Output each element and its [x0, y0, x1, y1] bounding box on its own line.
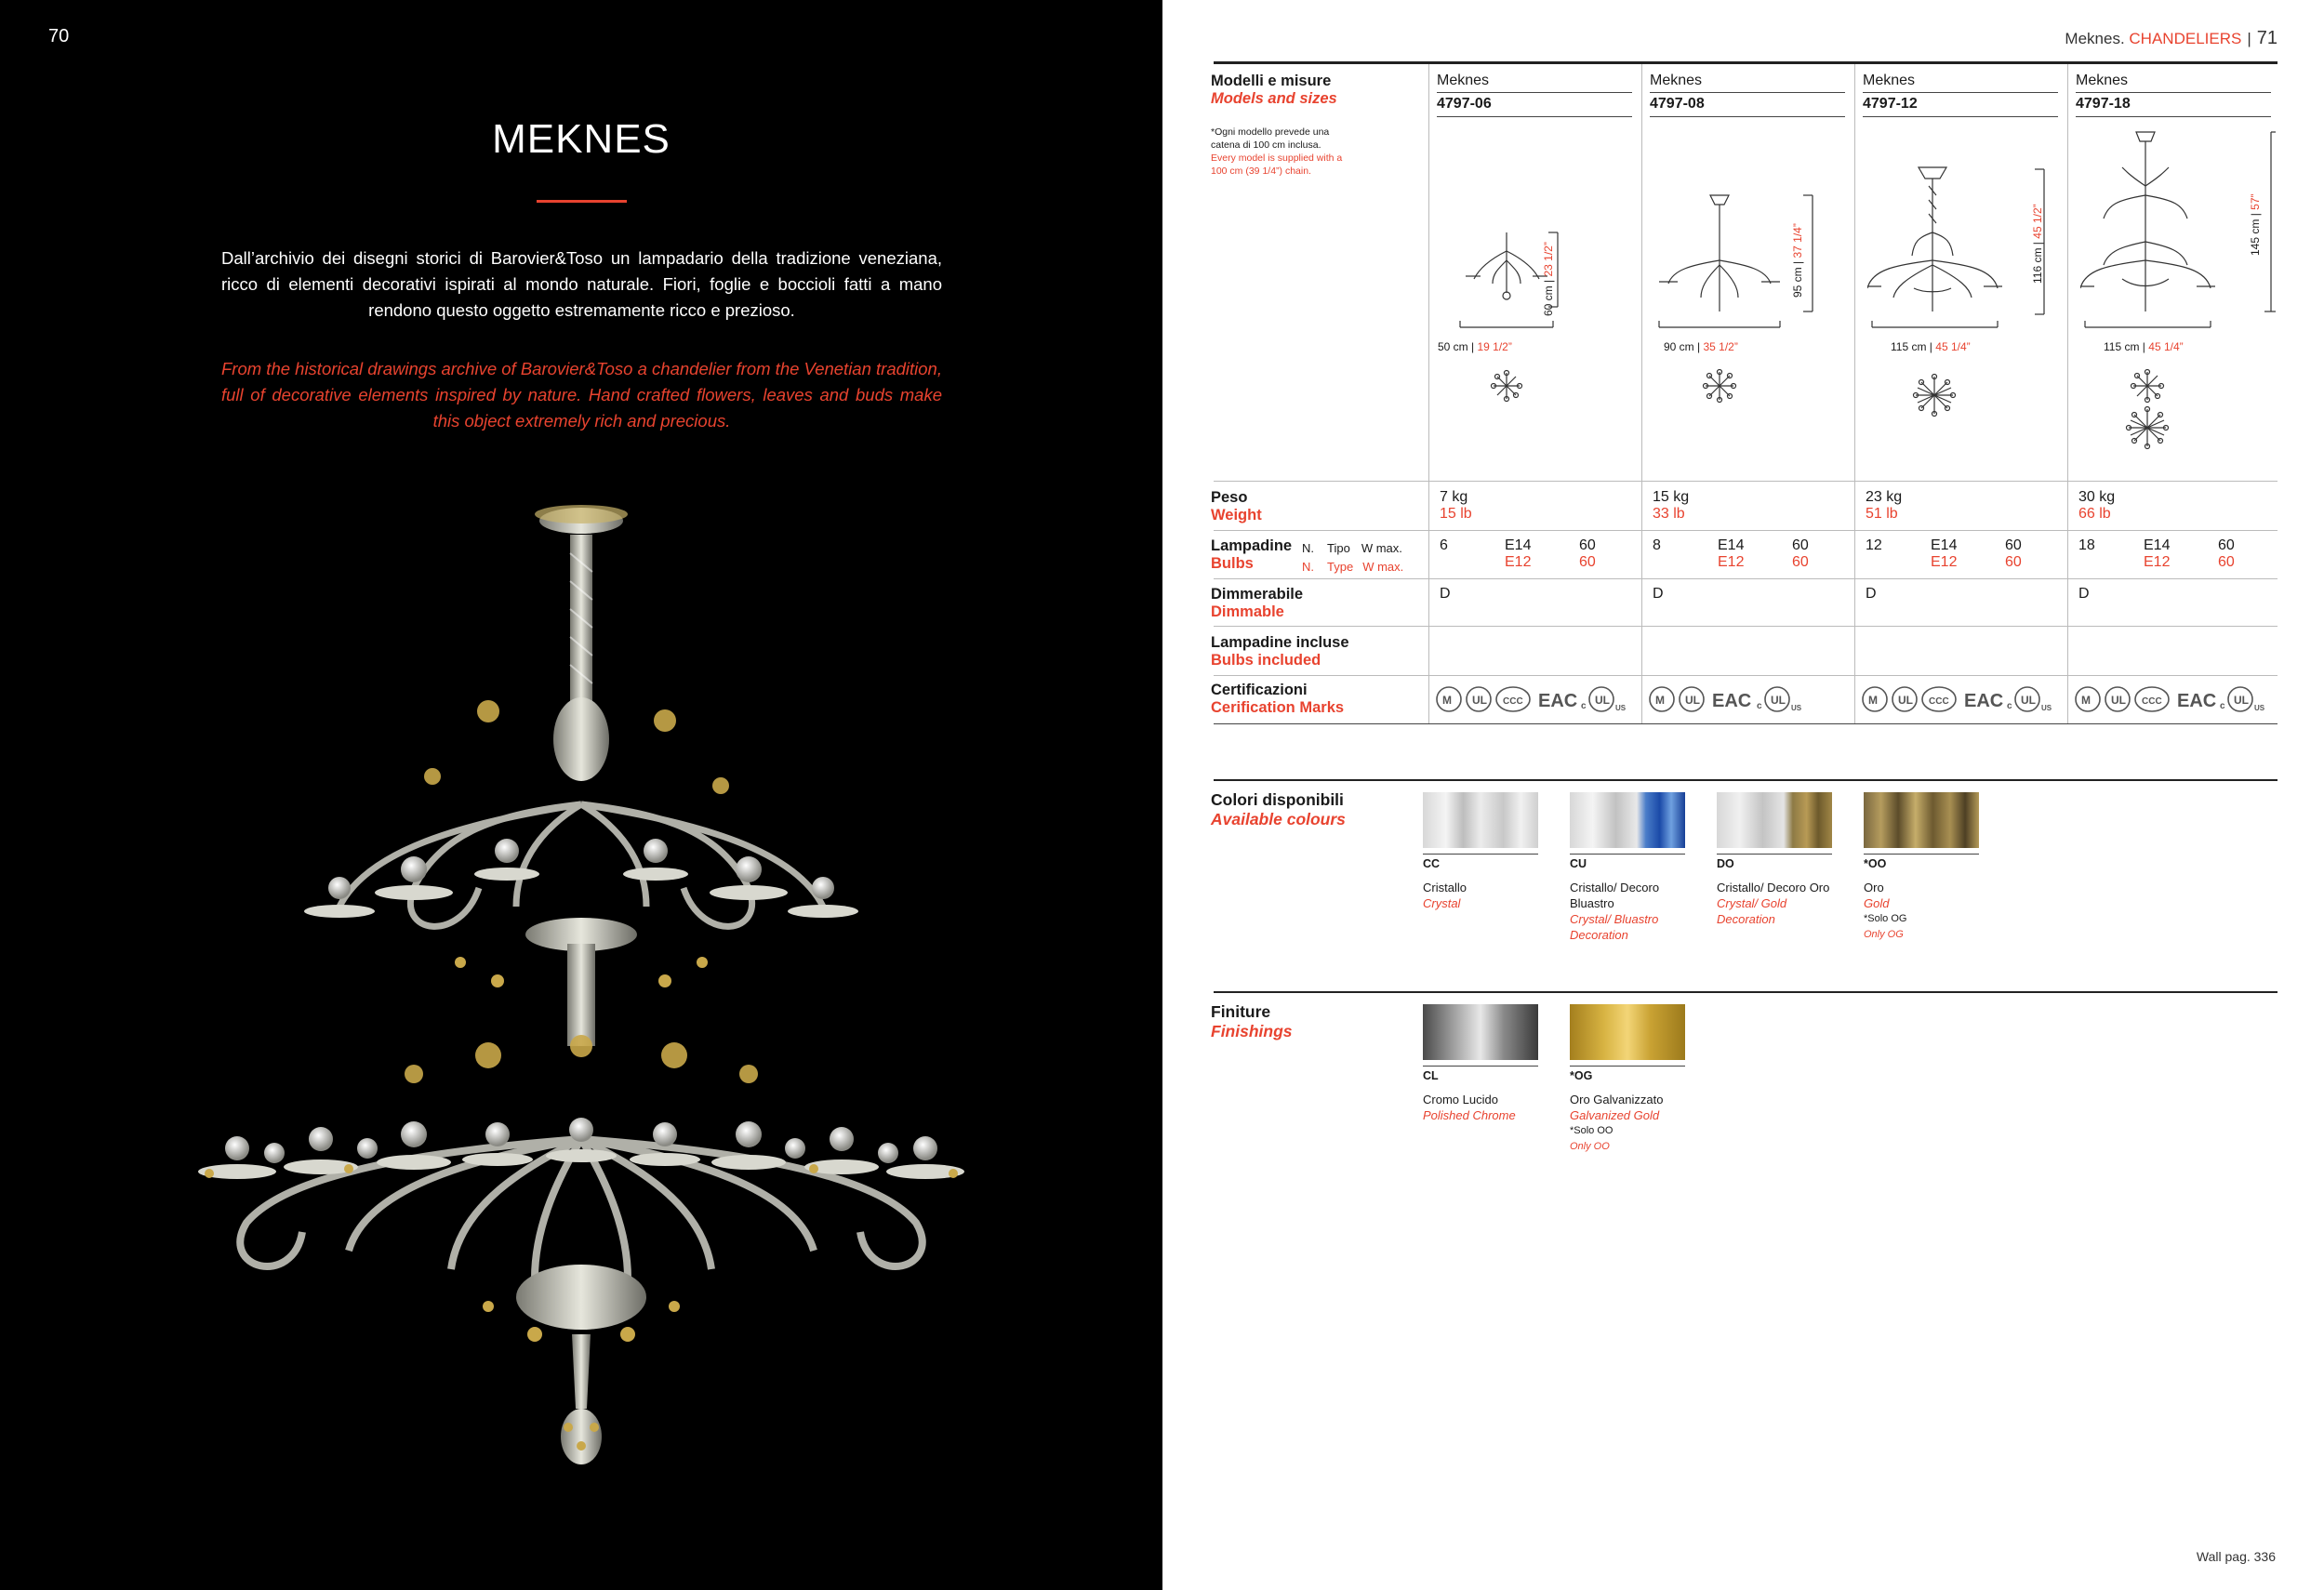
svg-text:M: M — [2081, 694, 2091, 707]
description-italian: Dall’archivio dei disegni storici di Barovier&Toso un lampadario della tradizione veneziana, ricco di elementi decorativi ispirati al mondo naturale. Fiori, foglie e boccioli fatti a mano rendono questo oggetto estremamente ricco e prezioso. — [221, 248, 942, 320]
colour-swatch-oo: *OO Oro Gold *Solo OG Only OG — [1864, 792, 1979, 943]
svg-text:UL: UL — [2021, 694, 2036, 707]
drawing-4797-12 — [1867, 130, 2063, 465]
svg-text:UL: UL — [2111, 694, 2126, 707]
svg-text:EAC: EAC — [1538, 691, 1578, 711]
description-english: From the historical drawings archive of Barovier&Toso a chandelier from the Venetian tradition, full of decorative elements inspired by nature. Hand crafted flowers, leaves and buds make this object extremely rich and precious. — [221, 359, 942, 431]
bulbs-label: Lampadine Bulbs — [1211, 537, 1293, 572]
table-top-rule — [1214, 61, 2278, 64]
swatch-image — [1423, 792, 1538, 848]
finishings-label: Finiture Finishings — [1211, 1002, 1293, 1040]
finish-swatch-cl: CL Cromo Lucido Polished Chrome — [1423, 1004, 1538, 1123]
svg-text:UL: UL — [2234, 694, 2249, 707]
header-category: CHANDELIERS — [2129, 30, 2242, 47]
chain-note: *Ogni modello prevede una catena di 100 cm inclusa. Every model is supplied with a 100 cm (39 1/4”) chain. — [1211, 126, 1343, 177]
model-header-4797-08: Meknes 4797-08 — [1650, 73, 1845, 117]
svg-text:M: M — [1868, 694, 1878, 707]
dimmable-label: Dimmerabile Dimmable — [1211, 586, 1304, 620]
svg-text:EAC: EAC — [2177, 691, 2217, 711]
svg-text:US: US — [1615, 704, 1627, 712]
width-label-08: 90 cm | 35 1/2” — [1664, 340, 1738, 353]
svg-text:M: M — [1655, 694, 1665, 707]
svg-text:M: M — [1442, 694, 1452, 707]
svg-text:UL: UL — [1771, 694, 1786, 707]
swatch-image — [1864, 792, 1979, 848]
drawing-4797-18 — [2080, 130, 2276, 465]
certification-marks-12 — [1860, 681, 2055, 718]
svg-text:US: US — [2254, 704, 2265, 712]
weight-4797-18: 30 kg 66 lb — [2078, 489, 2116, 522]
page-header: Meknes. CHANDELIERS | 71 — [2065, 28, 2278, 48]
width-label-18: 115 cm | 45 1/4” — [2104, 340, 2184, 353]
colour-swatch-cc: CC Cristallo Crystal — [1423, 792, 1538, 911]
right-page: Meknes. CHANDELIERS | 71 Modelli e misure Models and sizes *Ogni modello prevede una catena di 100 cm inclusa. Every model is supplied with a 100 cm (39 1/4”) chain. Meknes 4797-06 Meknes 4797-08 Meknes 4797-12 Meknes 4797-18 50 cm | 19 1/2” 90 cm | 35 1/2” 115 cm | 45 1/4” 115 cm | 45 1/4” 60 cm | 23 1/2” 95 cm | 37 1/4” 116 cm | 45 1/2” 145 cm | 57” Peso Weight 7 kg 15 lb 15 kg 33 lb 23 kg 51 lb 30 kg 66 lb Lampadine Bulbs N. Tipo W max. N. Type W max. 6 E14 E12 60 60 8 E14 E12 60 60 12 E14 E12 60 60 18 E14 E12 60 60 Dimmerabile Dimmable D D D D Lampadine incluse Bulbs included Certificazioni Cerification Marks M UL CCC EAC c UL US M UL EAC c UL US M UL CCC EAC c UL US M UL CCC EAC c UL US Colori disponibili Available colours CC Cristallo Crystal CU Cristallo/ Decoro Bluastro Crystal/ Bluastro Decoration DO Cristallo/ Decoro Oro Crystal/ Gold Decoration *OO Oro Gold *Solo OG Only OG Finiture Finishings CL Cromo Lucido Polished Chrome *OG Oro Galvanizzato Galvanized Gold *Solo OO Only OO Wall pag. 336 — [1211, 28, 2278, 1564]
width-label-06: 50 cm | 19 1/2” — [1438, 340, 1512, 353]
swatch-image — [1570, 1004, 1685, 1060]
drawing-4797-08 — [1654, 130, 1850, 465]
svg-text:c: c — [1757, 701, 1762, 711]
svg-text:c: c — [2007, 701, 2012, 711]
svg-text:CCC: CCC — [1929, 696, 1949, 707]
model-header-4797-18: Meknes 4797-18 — [2076, 73, 2271, 117]
certification-marks-06 — [1434, 681, 1629, 718]
header-product: Meknes. — [2065, 30, 2125, 47]
svg-text:CCC: CCC — [1503, 696, 1523, 707]
svg-text:UL: UL — [1685, 694, 1700, 707]
title-rule — [537, 200, 627, 203]
bulbs-included-label: Lampadine incluse Bulbs included — [1211, 634, 1349, 669]
drawing-4797-06 — [1441, 130, 1637, 465]
swatch-image — [1570, 792, 1685, 848]
height-label-08: 95 cm | 37 1/4” — [1791, 223, 1804, 298]
weight-4797-08: 15 kg 33 lb — [1653, 489, 1690, 522]
svg-text:UL: UL — [1472, 694, 1487, 707]
height-label-12: 116 cm | 45 1/2” — [2031, 204, 2044, 284]
svg-text:UL: UL — [1898, 694, 1913, 707]
svg-text:EAC: EAC — [1964, 691, 2004, 711]
weight-4797-06: 7 kg 15 lb — [1440, 489, 1472, 522]
svg-text:UL: UL — [1595, 694, 1610, 707]
model-header-4797-06: Meknes 4797-06 — [1437, 73, 1632, 117]
dimmable-4797-06: D — [1440, 586, 1451, 602]
wall-page-reference: Wall pag. 336 — [2196, 1549, 2276, 1564]
weight-label: Peso Weight — [1211, 489, 1262, 523]
bulbs-sublabels: N. Tipo W max. N. Type W max. — [1302, 541, 1404, 574]
model-header-4797-12: Meknes 4797-12 — [1863, 73, 2058, 117]
svg-text:CCC: CCC — [2142, 696, 2162, 707]
swatch-image — [1423, 1004, 1538, 1060]
colour-swatch-cu: CU Cristallo/ Decoro Bluastro Crystal/ Bluastro Decoration — [1570, 792, 1685, 943]
chandelier-photo — [181, 497, 981, 1502]
weight-4797-12: 23 kg 51 lb — [1866, 489, 1903, 522]
dimmable-4797-18: D — [2078, 586, 2090, 602]
width-label-12: 115 cm | 45 1/4” — [1891, 340, 1971, 353]
colour-swatch-do: DO Cristallo/ Decoro Oro Crystal/ Gold Decoration — [1717, 792, 1832, 927]
dimmable-4797-12: D — [1866, 586, 1877, 602]
svg-text:EAC: EAC — [1712, 691, 1752, 711]
models-label: Modelli e misure Models and sizes — [1211, 73, 1337, 107]
height-label-18: 145 cm | 57” — [2249, 193, 2262, 256]
certifications-label: Certificazioni Cerification Marks — [1211, 682, 1345, 716]
finish-swatch-og: *OG Oro Galvanizzato Galvanized Gold *Solo OO Only OO — [1570, 1004, 1685, 1155]
page-number-left: 70 — [48, 26, 70, 46]
product-title: MEKNES — [492, 116, 671, 162]
page-number-right: 71 — [2256, 28, 2278, 48]
certification-marks-18 — [2073, 681, 2268, 718]
colours-label: Colori disponibili Available colours — [1211, 790, 1346, 828]
svg-text:US: US — [2041, 704, 2052, 712]
certification-marks-08 — [1647, 681, 1842, 718]
dimmable-4797-08: D — [1653, 586, 1664, 602]
swatch-image — [1717, 792, 1832, 848]
svg-text:US: US — [1791, 704, 1802, 712]
svg-text:c: c — [2220, 701, 2225, 711]
height-label-06: 60 cm | 23 1/2” — [1542, 242, 1555, 316]
svg-text:c: c — [1581, 701, 1587, 711]
